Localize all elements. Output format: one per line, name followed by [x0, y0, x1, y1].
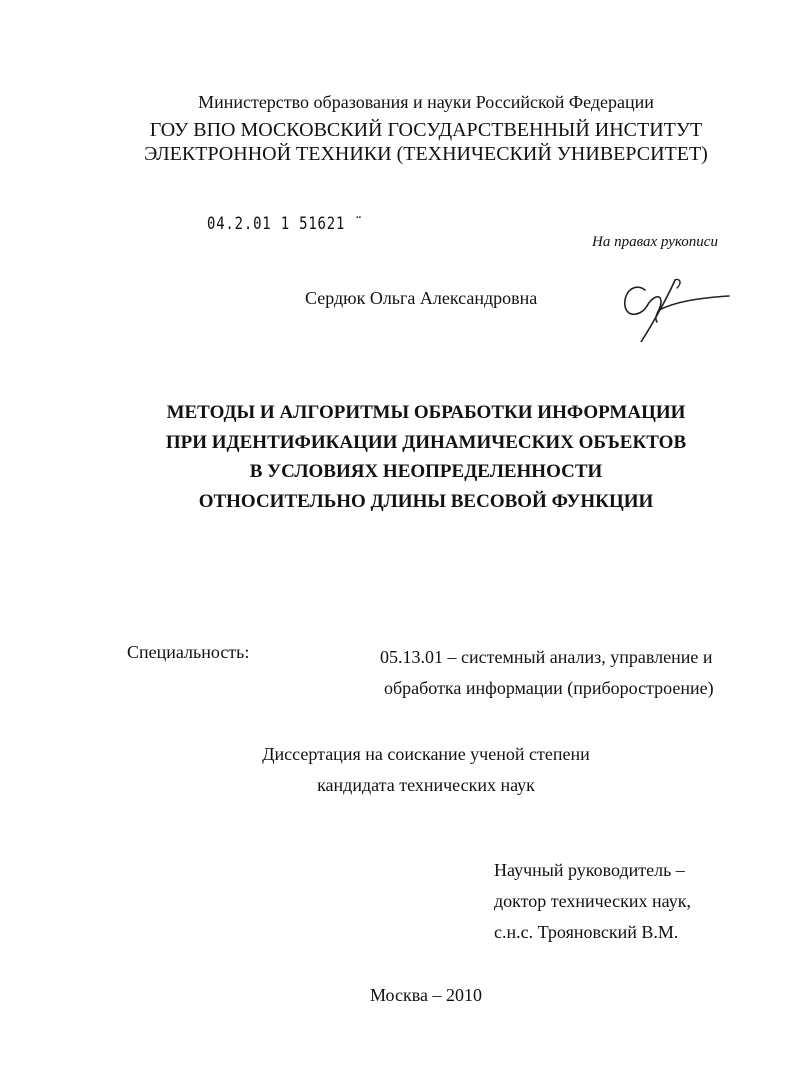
degree-statement — [0, 739, 792, 801]
inventory-number: 04.2.01 1 51621 ¨ — [207, 214, 364, 234]
supervisor-block — [494, 855, 691, 948]
specialty-label: Специальность: — [127, 642, 250, 662]
supervisor-line-1: Научный руководитель – — [494, 860, 685, 880]
dissertation-title — [0, 398, 792, 516]
degree-line-1: Диссертация на соискание ученой степени — [262, 744, 590, 764]
title-line-2: ПРИ ИДЕНТИФИКАЦИИ ДИНАМИЧЕСКИХ ОБЪЕКТОВ — [165, 431, 687, 453]
supervisor-line-3: с.н.с. Трояновский В.М. — [494, 922, 679, 942]
ministry-name: Министерство образования и науки Российской Федерации — [198, 92, 654, 112]
specialty-value — [380, 642, 714, 704]
author-name: Сердюк Ольга Александровна — [305, 288, 538, 308]
title-line-4: ОТНОСИТЕЛЬНО ДЛИНЫ ВЕСОВОЙ ФУНКЦИИ — [198, 490, 654, 512]
institute-line-2: ЭЛЕКТРОННОЙ ТЕХНИКИ (ТЕХНИЧЕСКИЙ УНИВЕРСИТЕТ) — [144, 143, 708, 165]
manuscript-rights-note: На правах рукописи — [592, 234, 718, 250]
city-year: Москва – 2010 — [370, 985, 482, 1005]
degree-line-2: кандидата технических наук — [317, 775, 535, 795]
title-line-3: В УСЛОВИЯХ НЕОПРЕДЕЛЕННОСТИ — [249, 461, 603, 482]
supervisor-line-2: доктор технических наук, — [494, 891, 691, 911]
title-line-1: МЕТОДЫ И АЛГОРИТМЫ ОБРАБОТКИ ИНФОРМАЦИИ — [166, 402, 686, 423]
specialty-value-line-1: 05.13.01 – системный анализ, управление и — [380, 647, 713, 667]
specialty-value-line-2: обработка информации (приборостроение) — [384, 678, 714, 698]
institute-name — [0, 118, 792, 166]
signature-image — [617, 276, 732, 342]
institute-line-1: ГОУ ВПО МОСКОВСКИЙ ГОСУДАРСТВЕННЫЙ ИНСТИТУТ — [149, 119, 703, 141]
